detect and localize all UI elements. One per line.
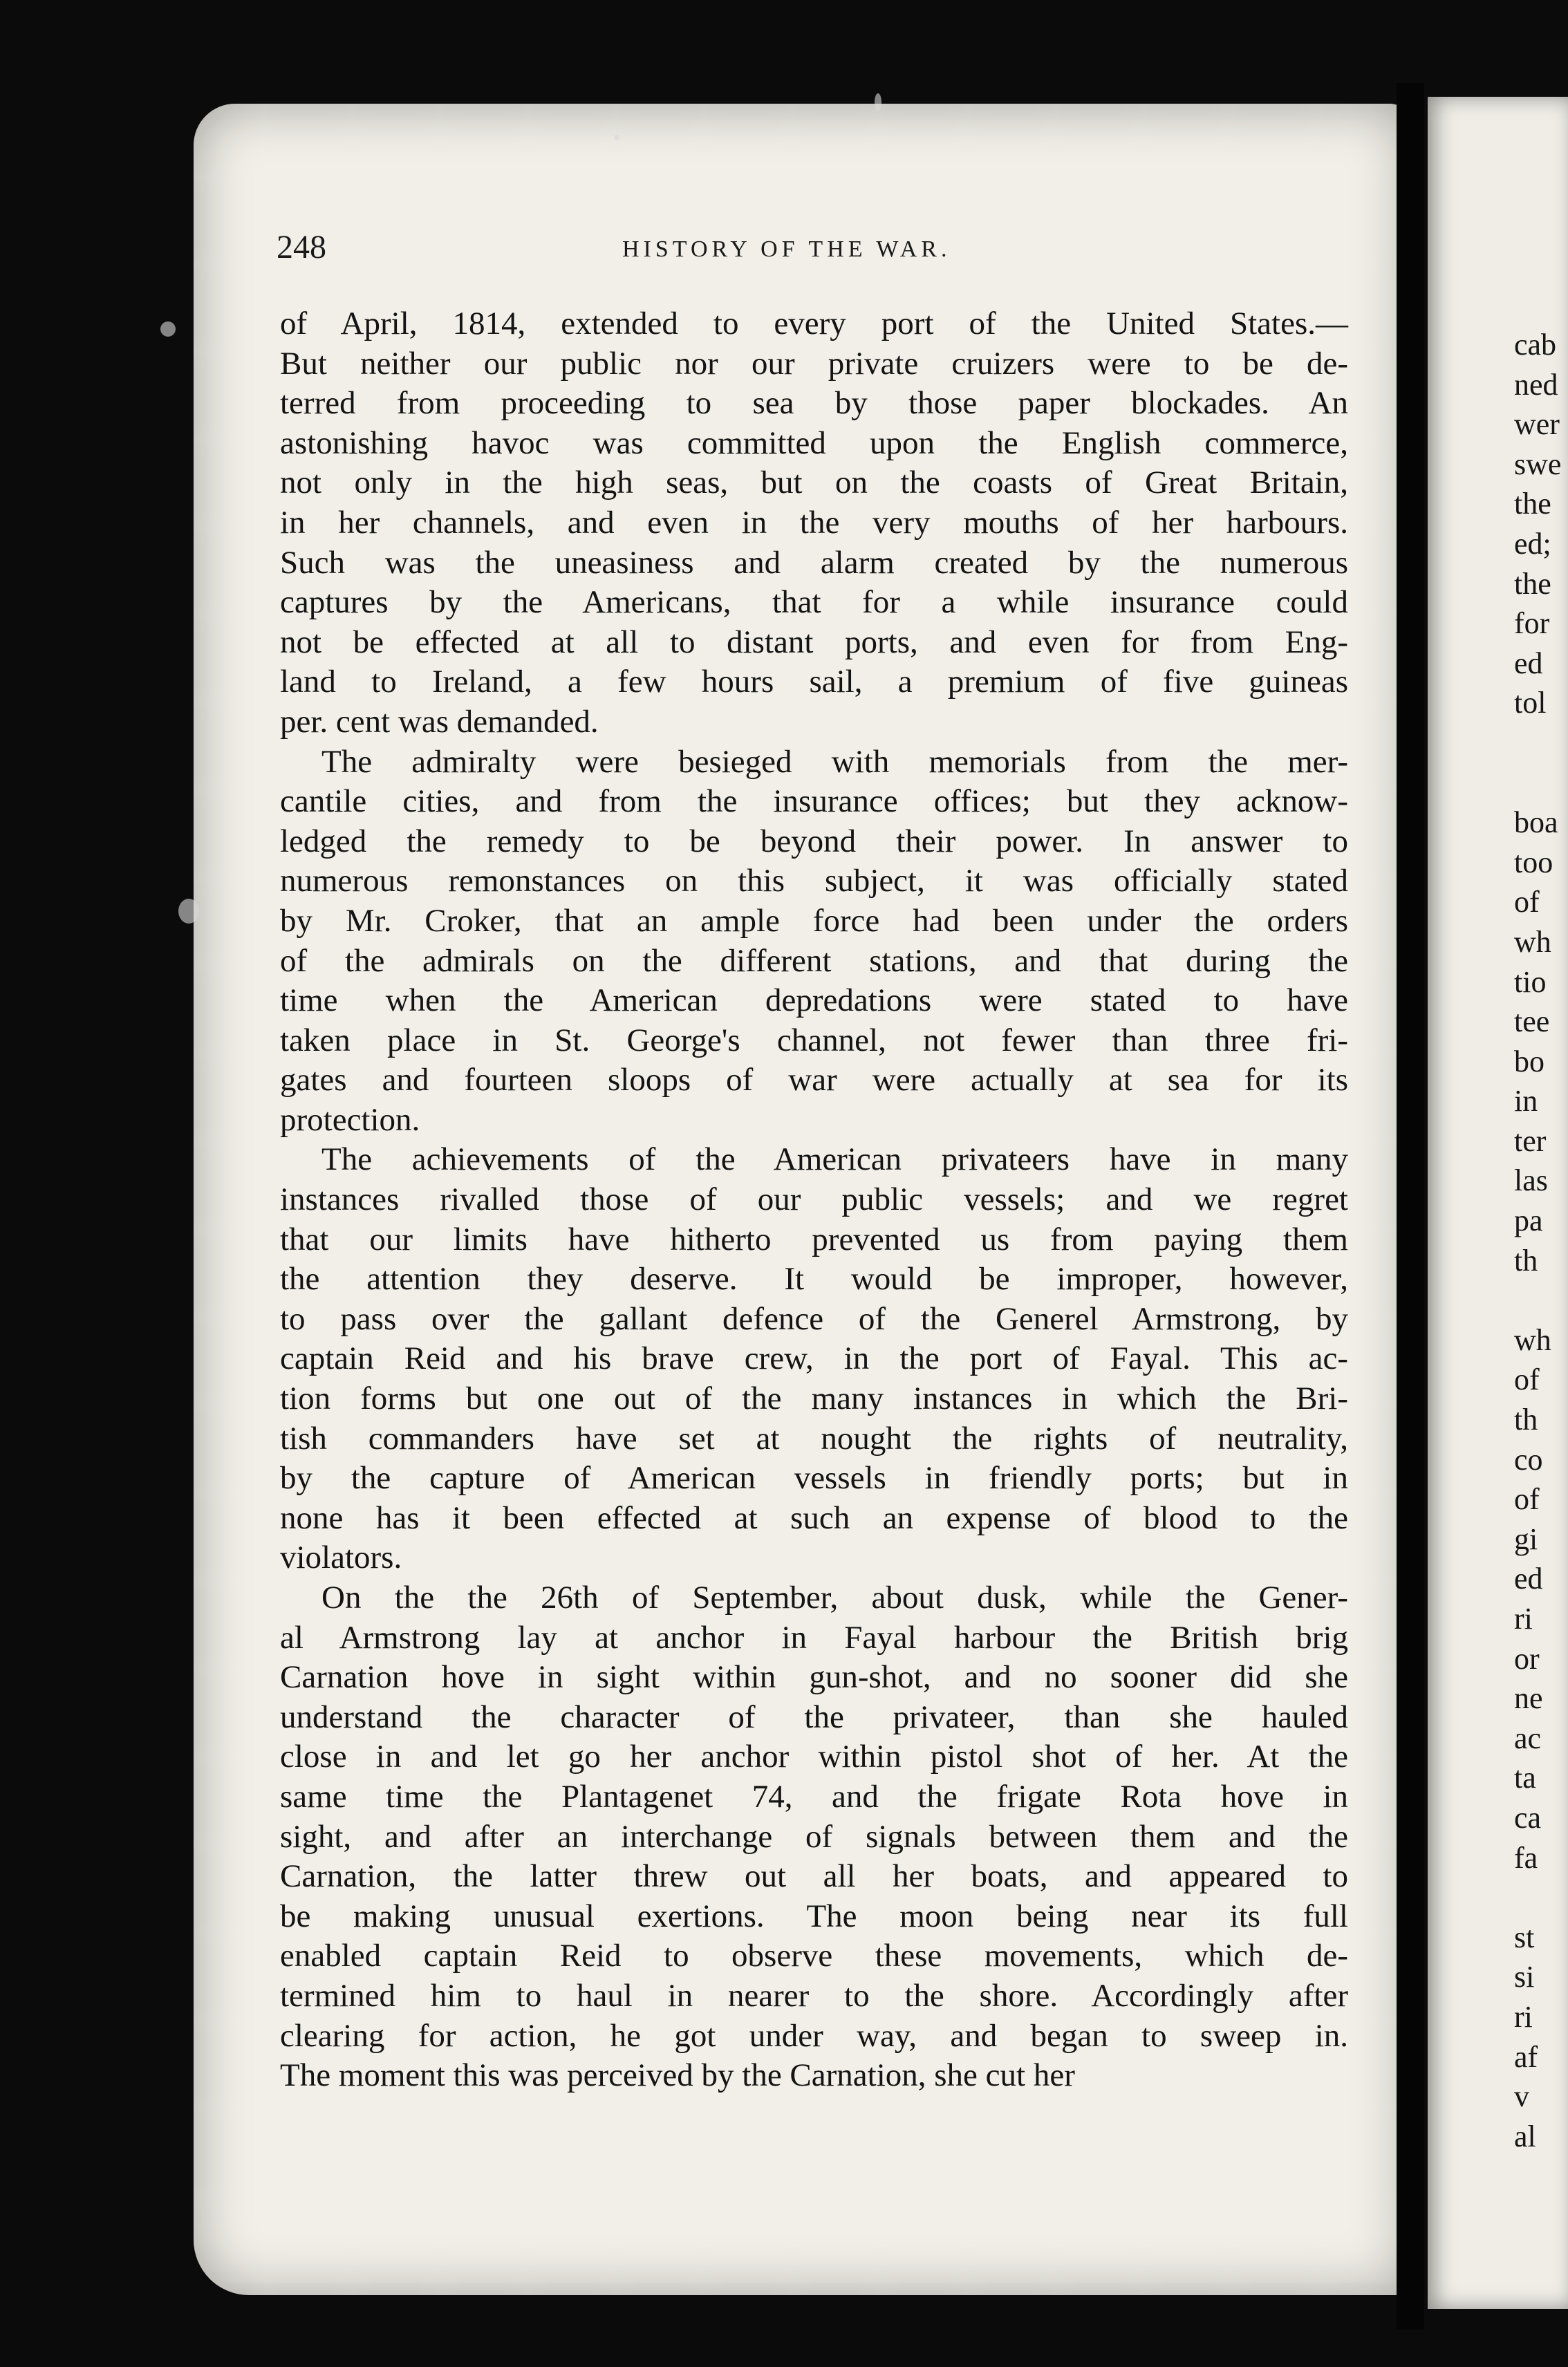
text-line: protection. [280, 1101, 420, 1138]
text-line: numerous remonstances on this subject, it was officially stated [280, 863, 1348, 899]
facing-page-fragment: ter [1514, 1123, 1547, 1158]
facing-page-fragment: st [1514, 1920, 1535, 1954]
facing-page-fragment: of [1514, 1482, 1540, 1517]
text-line: taken place in St. George's channel, not fewer than three fri- [280, 1022, 1348, 1058]
facing-page-fragment: cab [1514, 328, 1557, 362]
facing-page-fragment: in [1514, 1084, 1538, 1119]
text-line: of April, 1814, extended to every port of the United States.— [280, 306, 1348, 342]
facing-page-fragment [1514, 723, 1568, 763]
text-line: termined him to haul in nearer to the shore. Accordingly after [280, 1977, 1348, 2014]
text-line: per. cent was demanded. [280, 703, 599, 740]
text-line: Carnation hove in sight within gun-shot, and no sooner did she [280, 1659, 1348, 1696]
facing-page-fragment: th [1514, 1403, 1538, 1437]
text-line: cantile cities, and from the insurance offices; but they acknow- [280, 783, 1348, 820]
facing-page-fragment: th [1514, 1243, 1538, 1278]
text-line: tion forms but one out of the many instances in which the Bri- [280, 1381, 1348, 1417]
text-line: astonishing havoc was committed upon the English commerce, [280, 424, 1348, 461]
facing-page-fragment: bo [1514, 1044, 1544, 1078]
scan-speck [875, 93, 881, 111]
facing-page-fragment: too [1514, 845, 1553, 879]
text-line: gates and fourteen sloops of war were actually at sea for its [280, 1062, 1348, 1098]
facing-page-text-fragments [1514, 325, 1568, 2156]
text-line: The admiralty were besieged with memorials from the mer- [321, 743, 1348, 780]
facing-page-fragment: of [1514, 885, 1540, 919]
text-line: close in and let go her anchor within pistol shot of her. At the [280, 1739, 1348, 1775]
text-line: tish commanders have set at nought the rights of neutrality, [280, 1420, 1348, 1457]
text-line: Such was the uneasiness and alarm created by the numerous [280, 544, 1348, 581]
text-line: The moment this was perceived by the Carnation, she cut her [280, 2057, 1075, 2094]
facing-page-fragment: wh [1514, 1322, 1551, 1357]
facing-page-fragment: swe [1514, 447, 1562, 481]
text-line: in her channels, and even in the very mouths of her harbours. [280, 504, 1348, 541]
text-line: of the admirals on the different stations, and that during the [280, 942, 1348, 979]
facing-page-fragment: ed [1514, 646, 1543, 680]
facing-page-fragment: ri [1514, 1999, 1533, 2034]
facing-page-fragment: the [1514, 487, 1551, 521]
text-line: But neither our public nor our private cruizers were to be de- [280, 345, 1348, 382]
text-line: to pass over the gallant defence of the Generel Armstrong, by [280, 1300, 1348, 1337]
text-line: captures by the Americans, that for a while insurance could [280, 584, 1348, 621]
text-line: not only in the high seas, but on the coasts of Great Britain, [280, 465, 1348, 501]
facing-page-fragment: v [1514, 2079, 1529, 2114]
facing-page-fragment: boa [1514, 805, 1558, 840]
facing-page-fragment: ac [1514, 1721, 1542, 1755]
facing-page-fragment: ed; [1514, 526, 1551, 561]
scan-speck [614, 135, 619, 140]
scan-speck [160, 321, 176, 337]
body-text [280, 304, 1348, 2096]
text-line: not be effected at all to distant ports, and even for from Eng- [280, 624, 1348, 660]
paragraph [280, 1578, 1348, 2096]
text-line: violators. [280, 1540, 402, 1576]
text-line: be making unusual exertions. The moon being near its full [280, 1898, 1348, 1934]
facing-page-fragment: tol [1514, 686, 1547, 720]
facing-page-fragment: ri [1514, 1602, 1533, 1636]
facing-page-fragment: si [1514, 1960, 1535, 1994]
text-line: none has it been effected at such an expense of blood to the [280, 1499, 1348, 1536]
text-line: same time the Plantagenet 74, and the frigate Rota hove in [280, 1778, 1348, 1815]
facing-page-fragment [1514, 1280, 1568, 1320]
paragraph [280, 742, 1348, 1141]
text-line: terred from proceeding to sea by those paper blockades. An [280, 385, 1348, 422]
facing-page-fragment: wer [1514, 407, 1560, 442]
facing-page-fragment: tio [1514, 964, 1547, 999]
facing-page-fragment: tee [1514, 1004, 1550, 1039]
facing-page-fragment: ed [1514, 1562, 1543, 1596]
text-line: time when the American depredations were stated to have [280, 982, 1348, 1019]
facing-page-fragment: ned [1514, 367, 1558, 402]
facing-page-fragment: or [1514, 1641, 1540, 1676]
facing-page-fragment: fa [1514, 1840, 1538, 1875]
text-line: land to Ireland, a few hours sail, a premium of five guineas [280, 664, 1348, 700]
text-line: understand the character of the privateer, than she hauled [280, 1699, 1348, 1735]
page-number: 248 [277, 229, 326, 265]
facing-page-fragment [1514, 763, 1568, 803]
text-line: enabled captain Reid to observe these movements, which de- [280, 1938, 1348, 1974]
text-line: by the capture of American vessels in friendly ports; but in [280, 1460, 1348, 1497]
text-line: al Armstrong lay at anchor in Fayal harbour the British brig [280, 1619, 1348, 1656]
text-line: the attention they deserve. It would be improper, however, [280, 1261, 1348, 1298]
facing-page-fragment: ne [1514, 1681, 1543, 1716]
facing-page-fragment: las [1514, 1163, 1548, 1198]
text-line: ledged the remedy to be beyond their power. In answer to [280, 823, 1348, 859]
text-line: clearing for action, he got under way, and began to sweep in. [280, 2017, 1348, 2054]
scan-speck [178, 899, 199, 924]
text-line: On the the 26th of September, about dusk, while the Gener- [321, 1580, 1348, 1616]
facing-page-fragment: for [1514, 606, 1550, 641]
running-head-title: HISTORY OF THE WAR. [622, 236, 951, 262]
text-line: that our limits have hitherto prevented us from paying them [280, 1221, 1348, 1257]
book-gutter [1397, 83, 1424, 2330]
facing-page-fragment: af [1514, 2039, 1538, 2074]
facing-page-fragment: pa [1514, 1204, 1543, 1238]
facing-page-fragment: the [1514, 566, 1551, 601]
paragraph [280, 304, 1348, 742]
text-line: Carnation, the latter threw out all her boats, and appeared to [280, 1858, 1348, 1895]
text-line: The achievements of the American privateers have in many [321, 1141, 1348, 1178]
facing-page-fragment: of [1514, 1363, 1540, 1397]
text-line: instances rivalled those of our public vessels; and we regret [280, 1181, 1348, 1218]
facing-page-fragment: al [1514, 2119, 1536, 2153]
text-line: by Mr. Croker, that an ample force had been under the orders [280, 902, 1348, 939]
facing-page-fragment: ta [1514, 1761, 1536, 1795]
text-line: captain Reid and his brave crew, in the port of Fayal. This ac- [280, 1340, 1348, 1377]
facing-page-fragment: co [1514, 1442, 1543, 1477]
paragraph [280, 1140, 1348, 1578]
facing-page-fragment: ca [1514, 1800, 1542, 1835]
facing-page-fragment: gi [1514, 1522, 1538, 1556]
facing-page-fragment [1514, 1878, 1568, 1918]
text-line: sight, and after an interchange of signals between them and the [280, 1818, 1348, 1855]
facing-page-fragment: wh [1514, 924, 1551, 959]
running-head [277, 228, 1355, 283]
